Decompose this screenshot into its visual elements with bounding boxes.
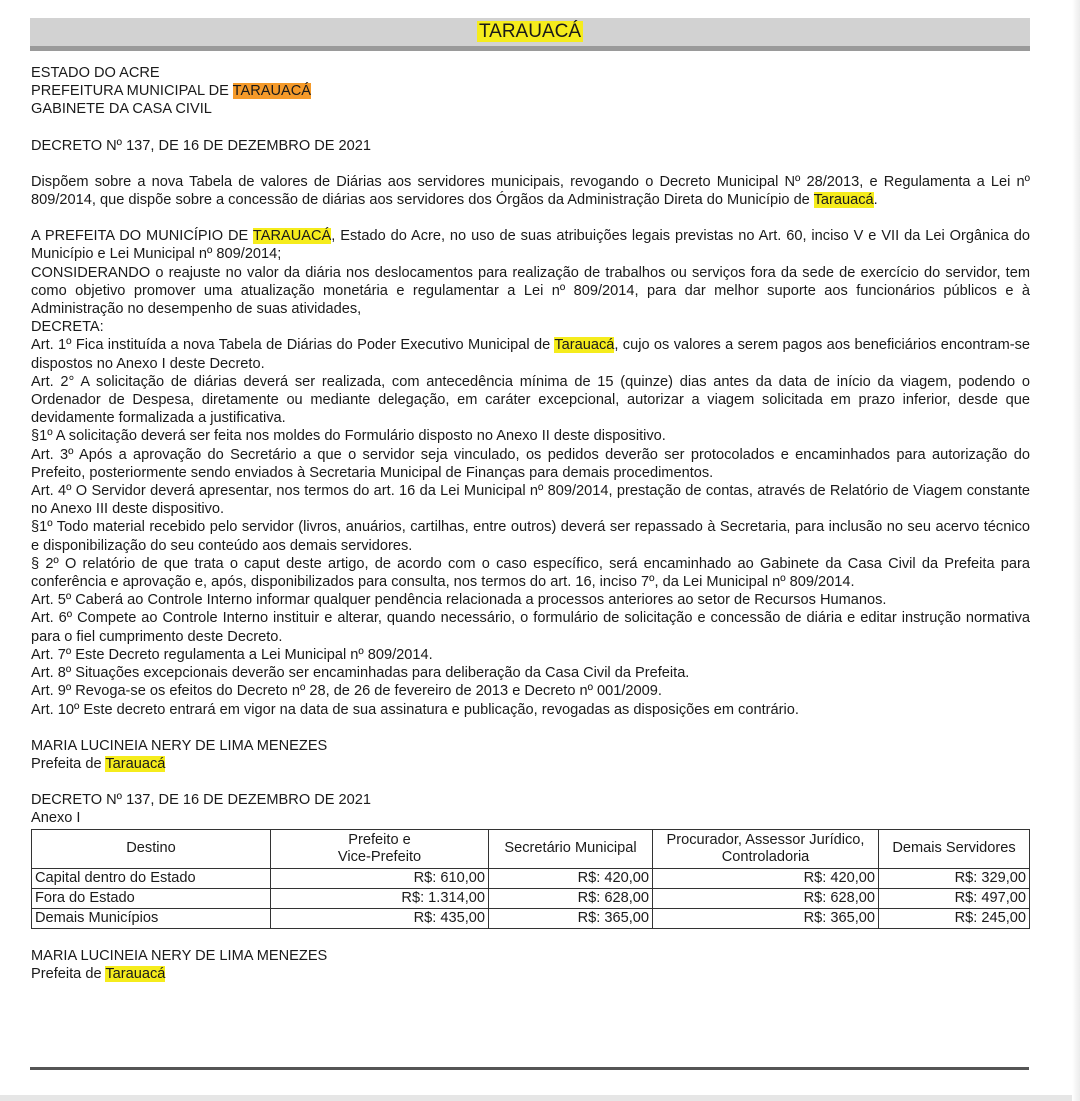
header-secretario: Secretário Municipal: [489, 829, 653, 868]
section-header-city: TARAUACÁ: [478, 21, 582, 42]
article-4-paragraph-1: §1º Todo material recebido pelo servidor (livros, anuários, cartilhas, entre outros) deverá ser repassado à Secretaria, para inclusão no seu acervo técnico e disponibilização do seu conteúdo aos demais servidores.: [31, 519, 1030, 554]
signature-name: MARIA LUCINEIA NERY DE LIMA MENEZES: [31, 737, 328, 754]
issuer-state: ESTADO DO ACRE: [31, 65, 160, 81]
decree-ementa: Dispõem sobre a nova Tabela de valores de Diárias aos servidores municipais, revogando o Decreto Municipal Nº 28/2013, e Regulamenta a Lei nº 809/2014, que dispõe sobre a concessão de diárias aos servidores dos Órgãos da Administração Direta do Município de Tarauacá.: [31, 173, 1030, 209]
cell-procurador: R$: 365,00: [653, 908, 879, 928]
preamble-city-highlight: TARAUACÁ: [252, 228, 332, 245]
cell-prefeito: R$: 435,00: [271, 908, 489, 928]
annex-decree-title: DECRETO Nº 137, DE 16 DE DEZEMBRO DE 2021: [31, 792, 372, 809]
table-row: [32, 868, 1030, 888]
article-10: Art. 10º Este decreto entrará em vigor na data de sua assinatura e publicação, revogadas as disposições em contrário.: [31, 701, 799, 718]
article-3: Art. 3º Após a aprovação do Secretário a que o servidor seja vinculado, os pedidos deverão ser protocolados e encaminhados para autorização do Prefeito, posteriormente sendo enviados à Secretaria Municipal de Finanças para demais procedimentos.: [31, 446, 1030, 481]
cell-destino: Capital dentro do Estado: [32, 868, 271, 888]
cell-secretario: R$: 365,00: [489, 908, 653, 928]
article-5: Art. 5º Caberá ao Controle Interno informar qualquer pendência relacionada a processos anteriores ao setor de Recursos Humanos.: [31, 592, 887, 609]
signature2-name: MARIA LUCINEIA NERY DE LIMA MENEZES: [31, 947, 328, 964]
considerando: CONSIDERANDO o reajuste no valor da diária nos deslocamentos para realização de trabalhos ou serviços fora da sede de exercício do servidor, tem como objetivo promover uma atualização monetária e regulamentar a Lei nº 809/2014, para dar melhor suporte aos funcionários públicos e à Administração no desempenho de suas atividades,: [31, 264, 1030, 318]
table-row: [32, 908, 1030, 928]
article-2-paragraph-1: §1º A solicitação deverá ser feita nos moldes do Formulário disposto no Anexo II deste dispositivo.: [31, 428, 666, 445]
header-destino: Destino: [32, 829, 271, 868]
article-8: Art. 8º Situações excepcionais deverão ser encaminhadas para deliberação da Casa Civil da Prefeita.: [31, 665, 690, 682]
table-header-row: [32, 829, 1030, 868]
annex-label: Anexo I: [31, 810, 81, 827]
article-4: Art. 4º O Servidor deverá apresentar, nos termos do art. 16 da Lei Municipal nº 809/2014, prestação de contas, através de Relatório de Viagem constante no Anexo III deste dispositivo.: [31, 483, 1030, 518]
cell-demais: R$: 245,00: [879, 908, 1030, 928]
header-prefeito: Prefeito e Vice-Prefeito: [271, 829, 489, 868]
cell-destino: Fora do Estado: [32, 888, 271, 908]
decree-document: [31, 64, 1030, 983]
decreta: DECRETA:: [31, 319, 104, 336]
decree-preamble: A PREFEITA DO MUNICÍPIO DE TARAUACÁ, Estado do Acre, no uso de suas atribuições legais previstas no Art. 60, inciso V e VII da Lei Orgânica do Município e Lei Municipal nº 809/2014;: [31, 228, 1030, 263]
cell-procurador: R$: 628,00: [653, 888, 879, 908]
signature2-city-highlight: Tarauacá: [105, 965, 166, 982]
page-bottom-edge: [0, 1095, 1080, 1101]
article-6: Art. 6º Compete ao Controle Interno instituir e alterar, quando necessário, o formulário de solicitação e concessão de diária e editar instrução normativa para o fiel cumprimento deste Decreto.: [31, 610, 1030, 645]
cell-procurador: R$: 420,00: [653, 868, 879, 888]
cell-secretario: R$: 628,00: [489, 888, 653, 908]
issuer-prefecture: PREFEITURA MUNICIPAL DE TARAUACÁ: [31, 83, 312, 100]
header-demais: Demais Servidores: [879, 829, 1030, 868]
table-row: [32, 888, 1030, 908]
article-9: Art. 9º Revoga-se os efeitos do Decreto nº 28, de 26 de fevereiro de 2013 e Decreto nº 001/2009.: [31, 683, 662, 700]
decree-title: DECRETO Nº 137, DE 16 DE DEZEMBRO DE 2021: [31, 137, 372, 154]
footer-divider: [30, 1067, 1029, 1070]
issuer-office: GABINETE DA CASA CIVIL: [31, 101, 212, 118]
signature2-role: Prefeita de Tarauacá: [31, 965, 166, 982]
cell-secretario: R$: 420,00: [489, 868, 653, 888]
signature-role: Prefeita de Tarauacá: [31, 755, 166, 772]
issuer-city-highlight: TARAUACÁ: [232, 83, 312, 100]
article-7: Art. 7º Este Decreto regulamenta a Lei Municipal nº 809/2014.: [31, 646, 433, 663]
art1-city-highlight: Tarauacá: [554, 337, 615, 354]
article-1: Art. 1º Fica instituída a nova Tabela de Diárias do Poder Executivo Municipal de Tarauacá, cujo os valores a serem pagos aos beneficiários encontram-se dispostos no Anexo I deste Decreto.: [31, 337, 1030, 372]
cell-demais: R$: 329,00: [879, 868, 1030, 888]
cell-prefeito: R$: 1.314,00: [271, 888, 489, 908]
page-right-edge: [1072, 0, 1080, 1101]
header-procurador: Procurador, Assessor Jurídico, Controladoria: [653, 829, 879, 868]
diarias-table: [31, 829, 1030, 929]
article-2: Art. 2° A solicitação de diárias deverá ser realizada, com antecedência mínima de 15 (quinze) dias antes da data de início da viagem, podendo o Ordenador de Despesa, diretamente ou mediante delegação, em caráter excepcional, autorizar a viagem solicitada em prazo inferior, desde que devidamente formalizada a justificativa.: [31, 373, 1030, 427]
section-header-bar: [30, 18, 1030, 51]
article-4-paragraph-2: § 2º O relatório de que trata o caput deste artigo, de acordo com o caso específico, será encaminhado ao Gabinete da Casa Civil da Prefeita para conferência e aprovação e, após, disponibilizados para consulta, nos termos do art. 16, inciso 7º, da Lei Municipal nº 809/2014.: [31, 555, 1030, 591]
cell-prefeito: R$: 610,00: [271, 868, 489, 888]
signature-city-highlight: Tarauacá: [105, 755, 166, 772]
ementa-city-highlight: Tarauacá: [813, 192, 874, 209]
cell-destino: Demais Municípios: [32, 908, 271, 928]
cell-demais: R$: 497,00: [879, 888, 1030, 908]
